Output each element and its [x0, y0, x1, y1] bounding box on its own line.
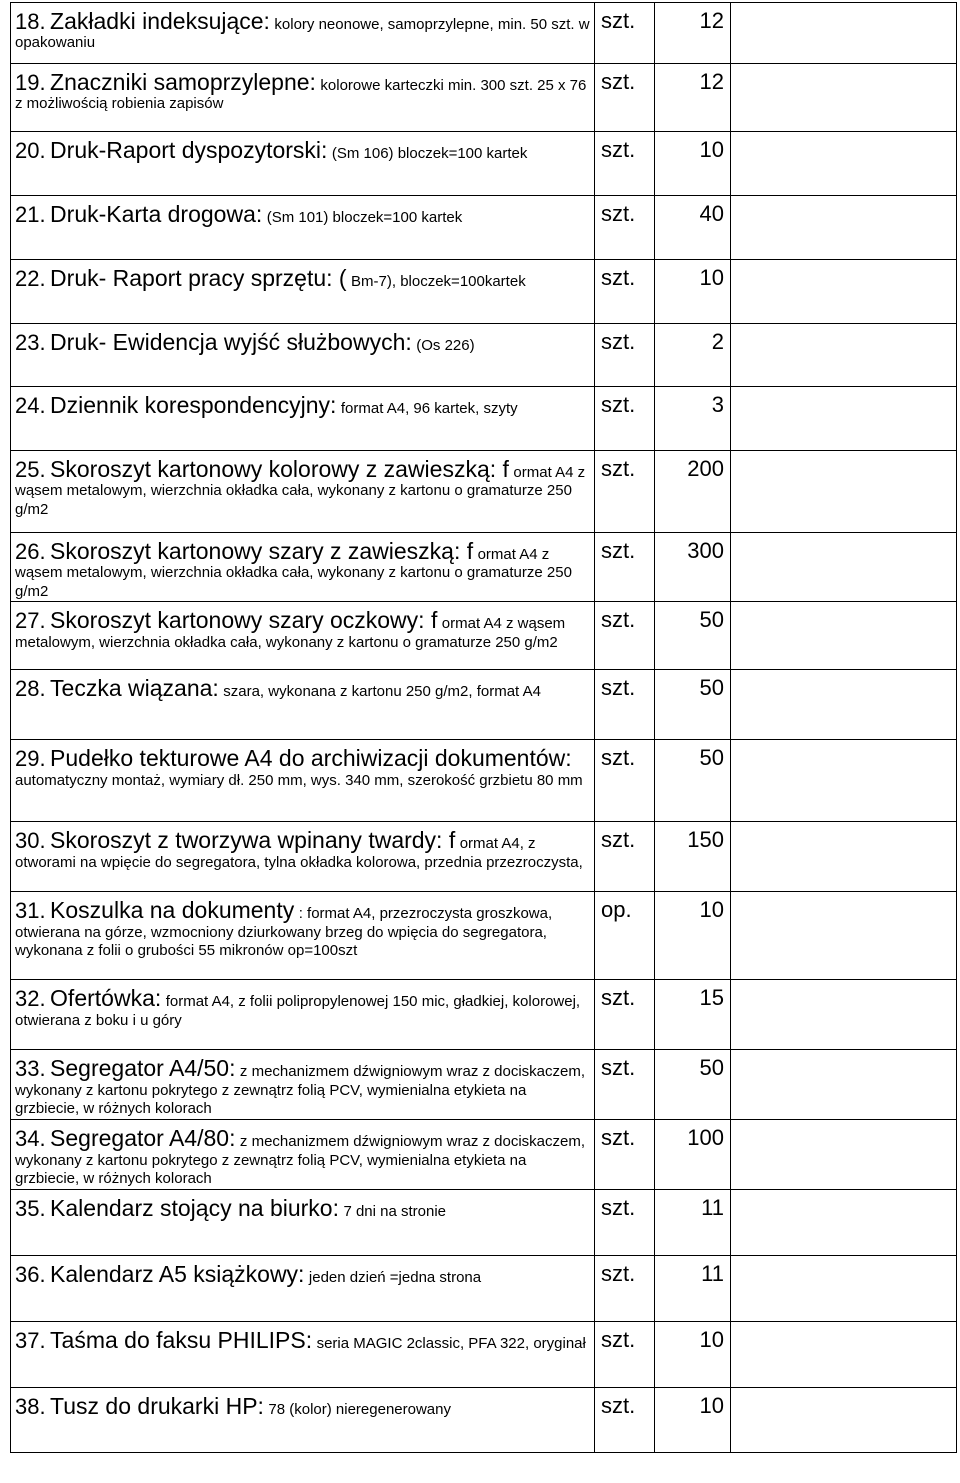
table-row [11, 451, 957, 533]
table-row [11, 1388, 957, 1453]
item-unit: szt. [595, 324, 655, 387]
item-price-cell [731, 196, 957, 260]
item-quantity: 11 [655, 1190, 731, 1256]
item-description-cell [11, 822, 595, 892]
item-quantity: 10 [655, 892, 731, 980]
items-table-body [11, 3, 957, 1453]
item-title: Pudełko tekturowe A4 do archiwizacji dokumentów: [50, 745, 572, 772]
table-row [11, 3, 957, 64]
item-number: 26. [15, 539, 46, 564]
item-unit: szt. [595, 196, 655, 260]
item-unit: szt. [595, 260, 655, 324]
item-description-cell [11, 533, 595, 602]
item-title: Zakładki indeksujące: [50, 8, 270, 34]
table-row [11, 1190, 957, 1256]
table-row [11, 1120, 957, 1190]
item-details: 7 dni na stronie [343, 1203, 447, 1221]
item-number: 36. [15, 1262, 46, 1288]
item-unit: szt. [595, 3, 655, 64]
table-row [11, 196, 957, 260]
item-quantity: 150 [655, 822, 731, 892]
table-row [11, 64, 957, 132]
table-row [11, 602, 957, 670]
item-details: (Os 226) [416, 337, 475, 354]
item-description-cell [11, 1388, 595, 1453]
item-unit: szt. [595, 670, 655, 740]
item-price-cell [731, 822, 957, 892]
item-number: 37. [15, 1328, 46, 1354]
item-quantity: 10 [655, 1388, 731, 1453]
item-price-cell [731, 64, 957, 132]
item-number: 18. [15, 9, 46, 34]
item-price-cell [731, 1388, 957, 1453]
item-description-cell [11, 1190, 595, 1256]
table-row [11, 1050, 957, 1120]
item-title: Koszulka na dokumenty [50, 897, 295, 924]
item-unit: szt. [595, 822, 655, 892]
item-title: Teczka wiązana: [50, 675, 219, 702]
item-unit: szt. [595, 132, 655, 196]
item-number: 24. [15, 393, 46, 418]
table-row [11, 1322, 957, 1388]
item-details: (Sm 106) bloczek=100 kartek [331, 145, 528, 162]
item-quantity: 11 [655, 1256, 731, 1322]
item-details: 78 (kolor) nieregenerowany [268, 1401, 451, 1419]
item-title: Kalendarz stojący na biurko: [50, 1195, 339, 1222]
table-row [11, 132, 957, 196]
item-number: 28. [15, 676, 46, 702]
item-description-cell [11, 196, 595, 260]
item-number: 29. [15, 746, 46, 772]
item-quantity: 50 [655, 602, 731, 670]
item-title: Skoroszyt kartonowy kolorowy z zawieszką: f [50, 456, 509, 482]
item-title: Skoroszyt z tworzywa wpinany twardy: f [50, 827, 456, 854]
item-price-cell [731, 892, 957, 980]
item-number: 30. [15, 828, 46, 854]
table-row [11, 324, 957, 387]
item-quantity: 200 [655, 451, 731, 533]
item-description-cell [11, 260, 595, 324]
table-row [11, 892, 957, 980]
item-quantity: 10 [655, 260, 731, 324]
item-number: 32. [15, 986, 46, 1012]
item-unit: szt. [595, 1388, 655, 1453]
item-quantity: 100 [655, 1120, 731, 1190]
item-number: 20. [15, 138, 46, 163]
item-description-cell [11, 602, 595, 670]
item-title: Znaczniki samoprzylepne: [50, 69, 316, 95]
item-number: 19. [15, 70, 46, 95]
item-description-cell [11, 670, 595, 740]
item-title: Segregator A4/50: [50, 1055, 236, 1082]
item-unit: szt. [595, 64, 655, 132]
item-unit: szt. [595, 1050, 655, 1120]
item-details: kolory neonowe, samoprzylepne, min. 50 szt. w opakowaniu [15, 16, 590, 52]
item-description-cell [11, 3, 595, 64]
item-description-cell [11, 1050, 595, 1120]
item-price-cell [731, 740, 957, 822]
item-description-cell [11, 1322, 595, 1388]
item-details: ormat A4 z wąsem metalowym, wierzchnia okładka cała, wykonany z kartonu o gramaturze 250 g/m2 [15, 615, 566, 651]
item-title: Druk-Raport dyspozytorski: [50, 137, 328, 163]
item-number: 35. [15, 1196, 46, 1222]
item-details: z mechanizmem dźwigniowym wraz z dociskaczem, wykonany z kartonu pokrytego z zewnątrz folią PCV, wymienialna etykieta na grzbiecie, w różnych kolorach [15, 1063, 586, 1118]
item-price-cell [731, 980, 957, 1050]
item-unit: szt. [595, 1120, 655, 1190]
item-title: Dziennik korespondencyjny: [50, 392, 337, 418]
item-title: Tusz do drukarki HP: [50, 1393, 264, 1420]
item-title: Druk- Ewidencja wyjść służbowych: [50, 329, 412, 355]
item-description-cell [11, 132, 595, 196]
item-quantity: 2 [655, 324, 731, 387]
item-quantity: 50 [655, 1050, 731, 1120]
item-unit: szt. [595, 1322, 655, 1388]
item-number: 31. [15, 898, 46, 924]
item-unit: op. [595, 892, 655, 980]
item-description-cell [11, 1256, 595, 1322]
item-details: seria MAGIC 2classic, PFA 322, oryginał [316, 1335, 586, 1353]
items-table [10, 2, 957, 1453]
item-title: Druk-Karta drogowa: [50, 201, 263, 227]
item-description-cell [11, 740, 595, 822]
item-details: Bm-7), bloczek=100kartek [351, 273, 526, 290]
item-price-cell [731, 533, 957, 602]
item-details: kolorowe karteczki min. 300 szt. 25 x 76 z możliwością robienia zapisów [15, 77, 587, 113]
table-row [11, 387, 957, 451]
table-row [11, 670, 957, 740]
table-row [11, 822, 957, 892]
item-description-cell [11, 980, 595, 1050]
item-quantity: 12 [655, 3, 731, 64]
item-details: jeden dzień =jedna strona [308, 1269, 482, 1287]
item-quantity: 15 [655, 980, 731, 1050]
item-details: format A4, 96 kartek, szyty [340, 400, 518, 417]
item-unit: szt. [595, 1256, 655, 1322]
item-quantity: 50 [655, 740, 731, 822]
table-row [11, 740, 957, 822]
item-number: 25. [15, 457, 46, 482]
table-row [11, 260, 957, 324]
item-details: ormat A4 z wąsem metalowym, wierzchnia okładka cała, wykonany z kartonu o gramaturze 250 g/m2 [15, 464, 586, 518]
item-unit: szt. [595, 740, 655, 822]
item-price-cell [731, 1190, 957, 1256]
item-quantity: 300 [655, 533, 731, 602]
item-number: 38. [15, 1394, 46, 1420]
item-price-cell [731, 132, 957, 196]
item-title: Druk- Raport pracy sprzętu: ( [50, 265, 347, 291]
item-unit: szt. [595, 451, 655, 533]
item-unit: szt. [595, 533, 655, 602]
item-details: : format A4, przezroczysta groszkowa, otwierana na górze, wzmocniony dziurkowany brzeg do wpięcia do segregatora, wykonana z folii o grubości 55 mikronów op=100szt [15, 905, 553, 960]
item-description-cell [11, 387, 595, 451]
item-price-cell [731, 602, 957, 670]
item-number: 34. [15, 1126, 46, 1152]
item-details: szara, wykonana z kartonu 250 g/m2, format A4 [223, 683, 541, 701]
item-price-cell [731, 1050, 957, 1120]
item-description-cell [11, 324, 595, 387]
item-details: automatyczny montaż, wymiary dł. 250 mm, wys. 340 mm, szerokość grzbietu 80 mm [15, 771, 583, 789]
item-unit: szt. [595, 387, 655, 451]
item-details: ormat A4 z wąsem metalowym, wierzchnia okładka cała, wykonany z kartonu o gramaturze 250 g/m2 [15, 546, 572, 600]
item-price-cell [731, 3, 957, 64]
item-price-cell [731, 260, 957, 324]
item-title: Skoroszyt kartonowy szary oczkowy: f [50, 607, 438, 634]
item-quantity: 10 [655, 132, 731, 196]
item-number: 23. [15, 330, 46, 355]
item-description-cell [11, 892, 595, 980]
item-title: Skoroszyt kartonowy szary z zawieszką: f [50, 538, 474, 564]
item-unit: szt. [595, 980, 655, 1050]
item-details: z mechanizmem dźwigniowym wraz z dociskaczem, wykonany z kartonu pokrytego z zewnątrz folią PCV, wymienialna etykieta na grzbiecie, w różnych kolorach [15, 1133, 586, 1188]
item-title: Kalendarz A5 książkowy: [50, 1261, 305, 1288]
item-number: 22. [15, 266, 46, 291]
item-quantity: 3 [655, 387, 731, 451]
item-description-cell [11, 1120, 595, 1190]
item-price-cell [731, 387, 957, 451]
item-details: ormat A4, z otworami na wpięcie do segregatora, tylna okładka kolorowa, przednia przezroczysta, [15, 835, 583, 871]
item-number: 33. [15, 1056, 46, 1082]
table-row [11, 533, 957, 602]
item-price-cell [731, 670, 957, 740]
item-details: format A4, z folii polipropylenowej 150 mic, gładkiej, kolorowej, otwierana z boku i u góry [15, 993, 581, 1029]
item-unit: szt. [595, 602, 655, 670]
item-price-cell [731, 451, 957, 533]
item-price-cell [731, 1256, 957, 1322]
item-quantity: 10 [655, 1322, 731, 1388]
table-row [11, 980, 957, 1050]
item-quantity: 50 [655, 670, 731, 740]
item-price-cell [731, 1322, 957, 1388]
item-price-cell [731, 324, 957, 387]
item-title: Ofertówka: [50, 985, 162, 1012]
item-quantity: 12 [655, 64, 731, 132]
item-number: 27. [15, 608, 46, 634]
item-description-cell [11, 451, 595, 533]
item-details: (Sm 101) bloczek=100 kartek [266, 209, 463, 226]
item-price-cell [731, 1120, 957, 1190]
item-unit: szt. [595, 1190, 655, 1256]
item-quantity: 40 [655, 196, 731, 260]
item-number: 21. [15, 202, 46, 227]
item-title: Taśma do faksu PHILIPS: [50, 1327, 313, 1354]
item-description-cell [11, 64, 595, 132]
item-title: Segregator A4/80: [50, 1125, 236, 1152]
table-row [11, 1256, 957, 1322]
